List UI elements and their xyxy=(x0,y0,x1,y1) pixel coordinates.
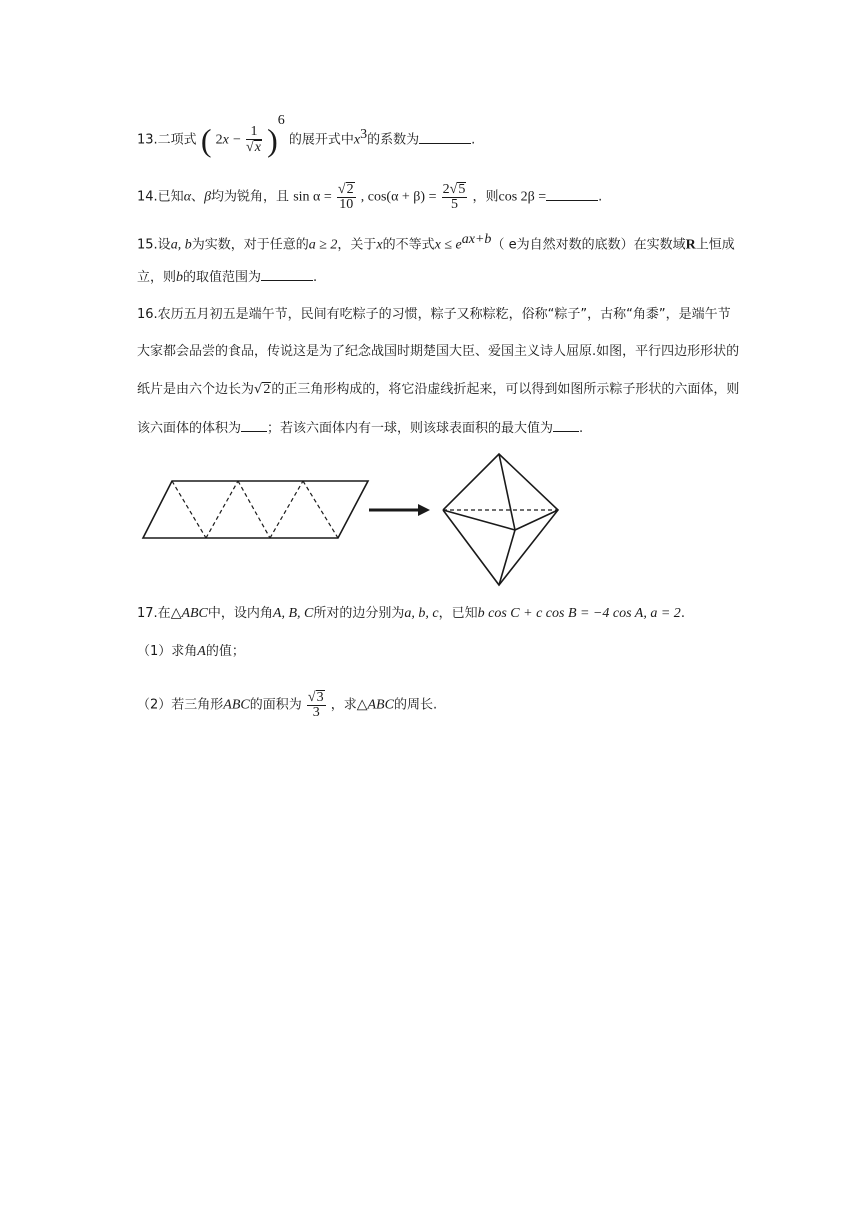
sqrt-2: 2 xyxy=(263,382,271,397)
hexahedron xyxy=(443,454,558,585)
q14-label: 14.已知 xyxy=(137,189,184,205)
question-17-part2: （2）若三角形ABC的面积为 $\frac{√3}{3}$ ，求△ABC的周长. xyxy=(137,690,438,720)
q17-label: 17.在 xyxy=(137,606,171,621)
question-17: 17.在△ABC中，设内角A, B, C所对的边分别为a, b, c，已知b cos C + c cos B = −4 cos A, a = 2. xyxy=(137,606,685,621)
answer-blank-13[interactable] xyxy=(419,129,471,144)
beta: β xyxy=(204,189,212,205)
term-var: x xyxy=(222,132,229,148)
fraction-2sqrt5-over-5: $\frac{2√5}{5}$ xyxy=(442,182,466,212)
answer-blank-15[interactable] xyxy=(261,266,313,281)
question-16-line3: 纸片是由六个边长为√2的正三角形构成的，将它沿虚线折起来，可以得到如图所示粽子形状的六面体，则 xyxy=(137,382,740,397)
arrow xyxy=(369,504,430,516)
fraction-sqrt2-over-10: $\frac{√2}{10}$ xyxy=(337,182,354,212)
reals-R: R xyxy=(685,237,696,253)
right-paren: ) xyxy=(267,122,278,158)
minus-sign: − xyxy=(232,132,241,148)
question-16-line4: 该六面体的体积为 ；若该六面体内有一球，则该球表面积的最大值为 . xyxy=(137,417,583,439)
question-15: 15.设a, b为实数，对于任意的a ≥ 2，关于x的不等式$x \le e^{ax+b}$（ e为自然对数的底数）在实数域R上恒成 xyxy=(137,232,735,253)
alpha: α xyxy=(183,189,192,205)
question-16-line2: 大家都会品尝的食品，传说这是为了纪念战国时期楚国大臣、爱国主义诗人屈原.如图，平行四边形形状的 xyxy=(137,344,740,359)
answer-blank-16a[interactable] xyxy=(241,417,267,432)
question-16-line1: 16.农历五月初五是端午节，民间有吃粽子的习惯，粽子又称粽籺，俗称“粽子”，古称“角黍”，是端午节 xyxy=(137,307,731,322)
sqrt-x: x xyxy=(254,140,261,155)
q13-mid-text: 的展开式中 xyxy=(288,132,354,148)
exponent: 6 xyxy=(277,113,285,129)
cos2beta: cos 2β = xyxy=(498,189,547,205)
q13-end-text: 的系数为 xyxy=(367,132,420,148)
fold-lines xyxy=(172,481,338,538)
question-17-part1: （1）求角A的值； xyxy=(137,644,245,659)
term-coef: 2 xyxy=(215,132,223,148)
cos-expression: , cos(α + β) = xyxy=(360,189,437,205)
fraction-sqrt3-over-3: $\frac{√3}{3}$ xyxy=(307,690,324,720)
zongzi-figure xyxy=(140,450,580,590)
sin-expression: sin α = xyxy=(293,189,332,205)
fraction-1-over-sqrt-x: $\frac{1}{√x}$ xyxy=(246,124,261,155)
q15-label: 15.设 xyxy=(137,237,171,253)
left-paren: ( xyxy=(200,122,212,158)
answer-blank-16b[interactable] xyxy=(553,417,579,432)
answer-blank-14[interactable] xyxy=(546,186,598,201)
power-exp: 3 xyxy=(360,127,368,143)
q14-text: 均为锐角，且 xyxy=(211,189,290,205)
parallelogram-net xyxy=(143,481,368,538)
question-15-line2: 立，则b的取值范围为 . xyxy=(137,266,317,288)
question-14: 14.已知α、β均为锐角，且 sin α = $\frac{√2}{10}$ , cos(α + β) = $\frac{2√5}{5}$ ，则cos 2β = . xyxy=(137,182,603,212)
power-var: x xyxy=(353,132,361,148)
question-13: 13.二项式 ( 2x − $\frac{1}{√x}$ )$^6$ 的展开式中$x^3$的系数为 . xyxy=(137,113,476,158)
given-equation: b cos C + c cos B = −4 cos A, a = 2 xyxy=(477,606,681,621)
q13-label: 13.二项式 xyxy=(137,132,197,148)
